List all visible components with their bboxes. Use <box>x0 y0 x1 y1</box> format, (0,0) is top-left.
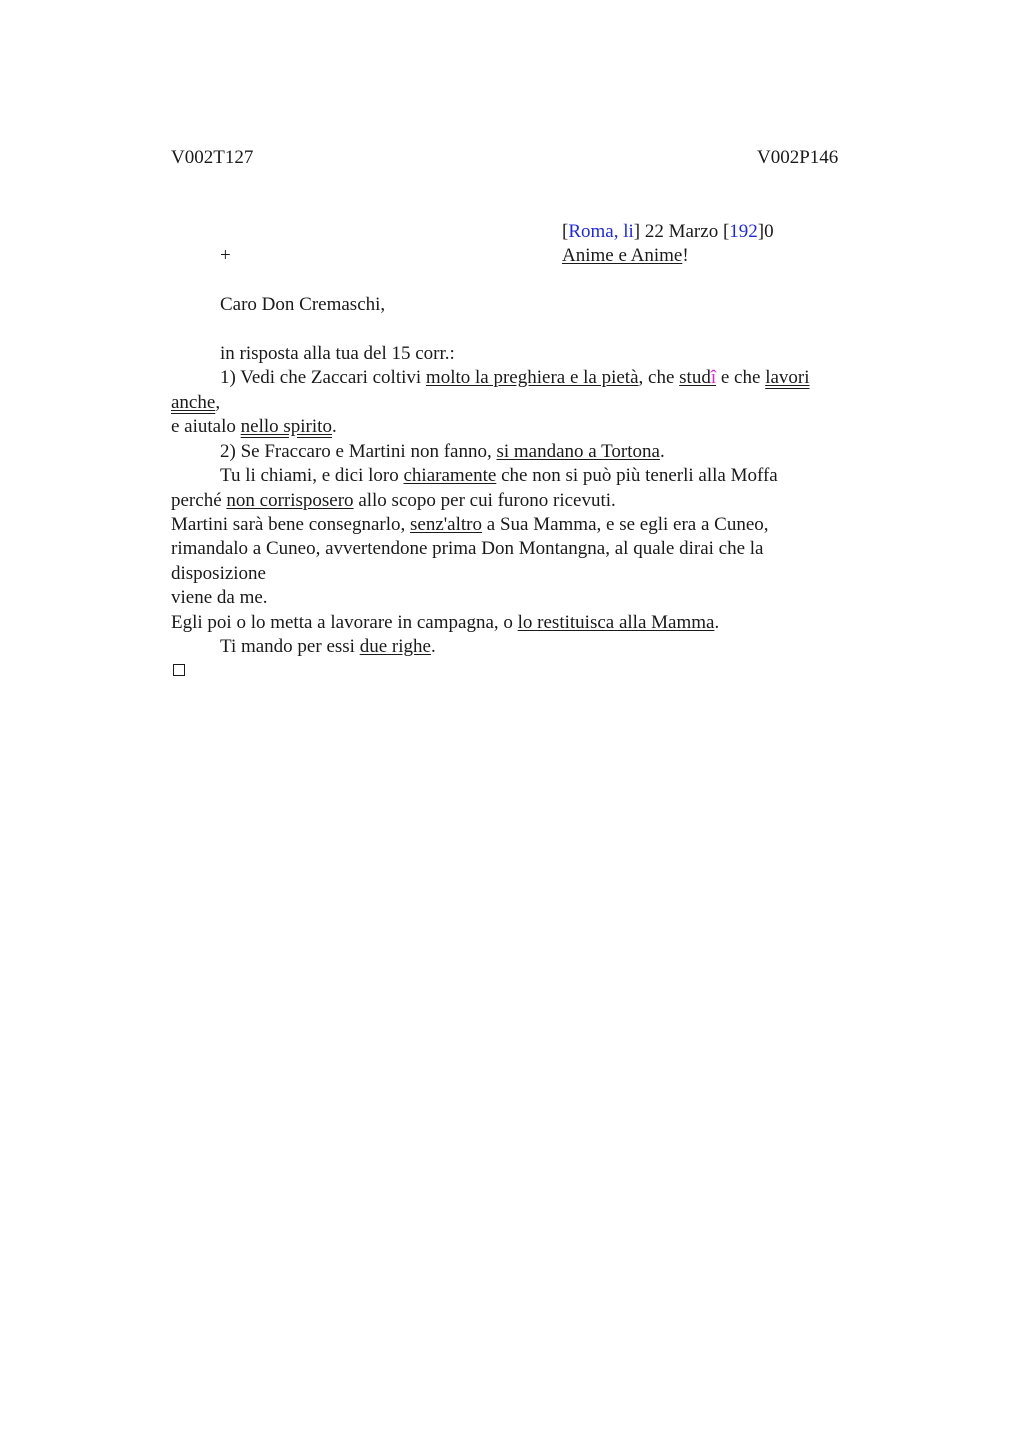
para-3-line-2 <box>171 489 616 513</box>
para-6-line <box>220 635 436 659</box>
para-5-line <box>171 611 719 635</box>
para-4-line-3: disposizione <box>171 563 266 584</box>
para-6-underlined: due righe <box>359 636 431 657</box>
point-1-line-1 <box>220 366 810 390</box>
dateline-year-part: 192 <box>729 221 758 242</box>
point-1-line-3 <box>171 415 337 439</box>
para-4-text: Martini sarà bene consegnarlo, <box>171 514 410 535</box>
end-marker-square-icon <box>173 664 185 676</box>
dateline <box>562 220 774 244</box>
para-5-underlined: lo restituisca alla Mamma <box>517 612 715 633</box>
para-6-text: . <box>430 636 436 657</box>
para-3-underlined: chiaramente <box>403 465 497 486</box>
point-2-text: 2) Se Fraccaro e Martini non fanno, <box>220 441 497 462</box>
point-1-studi <box>679 367 716 388</box>
salutation: Caro Don Cremaschi, <box>220 294 386 315</box>
para-3-text: allo scopo per cui furono ricevuti. <box>353 490 616 511</box>
dateline-bracket: [ <box>562 221 569 242</box>
dateline-year-end: ]0 <box>757 221 774 242</box>
point-2-underlined: si mandano a Tortona <box>496 441 660 462</box>
para-6-text: Ti mando per essi <box>220 636 360 657</box>
point-1-double-underlined: lavori <box>765 367 810 388</box>
dateline-date: ] 22 Marzo [ <box>633 221 730 242</box>
point-2-line <box>220 440 665 464</box>
point-2-text: . <box>659 441 665 462</box>
point-1-text: e aiutalo <box>171 416 241 437</box>
document-code-left: V002T127 <box>171 147 254 168</box>
point-1-text: , <box>215 392 221 413</box>
motto-text: Anime e Anime <box>562 245 683 266</box>
para-3-text: perché <box>171 490 227 511</box>
motto-punct: ! <box>682 245 689 266</box>
intro-line: in risposta alla tua del 15 corr.: <box>220 343 455 364</box>
point-1-line-2 <box>171 391 220 415</box>
dateline-place: Roma, li <box>568 221 634 242</box>
para-4-underlined: senz'altro <box>410 514 483 535</box>
para-3-line-1 <box>220 464 778 488</box>
para-4-text: a Sua Mamma, e se egli era a Cuneo, <box>482 514 769 535</box>
motto <box>562 244 689 268</box>
point-1-text: e che <box>716 367 766 388</box>
para-4-line-2: rimandalo a Cuneo, avvertendone prima Don Montangna, al quale dirai che la <box>171 538 764 559</box>
para-3-text: che non si può più tenerli alla Moffa <box>496 465 778 486</box>
para-4-line-4: viene da me. <box>171 587 268 608</box>
para-5-text: Egli poi o lo metta a lavorare in campagna, o <box>171 612 518 633</box>
point-1-underlined: molto la preghiera e la pietà <box>425 367 639 388</box>
para-4-line-1 <box>171 513 769 537</box>
point-1-studi-accent: î <box>710 367 717 388</box>
para-3-underlined: non corrisposero <box>226 490 354 511</box>
para-3-text: Tu li chiami, e dici loro <box>220 465 404 486</box>
point-1-text: . <box>331 416 337 437</box>
point-1-double-underlined: anche <box>171 392 216 413</box>
point-1-studi-stem: stud <box>679 367 711 388</box>
point-1-text: , che <box>638 367 680 388</box>
para-5-text: . <box>714 612 720 633</box>
document-code-right: V002P146 <box>757 147 839 168</box>
cross-mark: + <box>220 245 231 266</box>
point-1-double-underlined: nello spirito <box>240 416 332 437</box>
point-1-text: 1) Vedi che Zaccari coltivi <box>220 367 426 388</box>
